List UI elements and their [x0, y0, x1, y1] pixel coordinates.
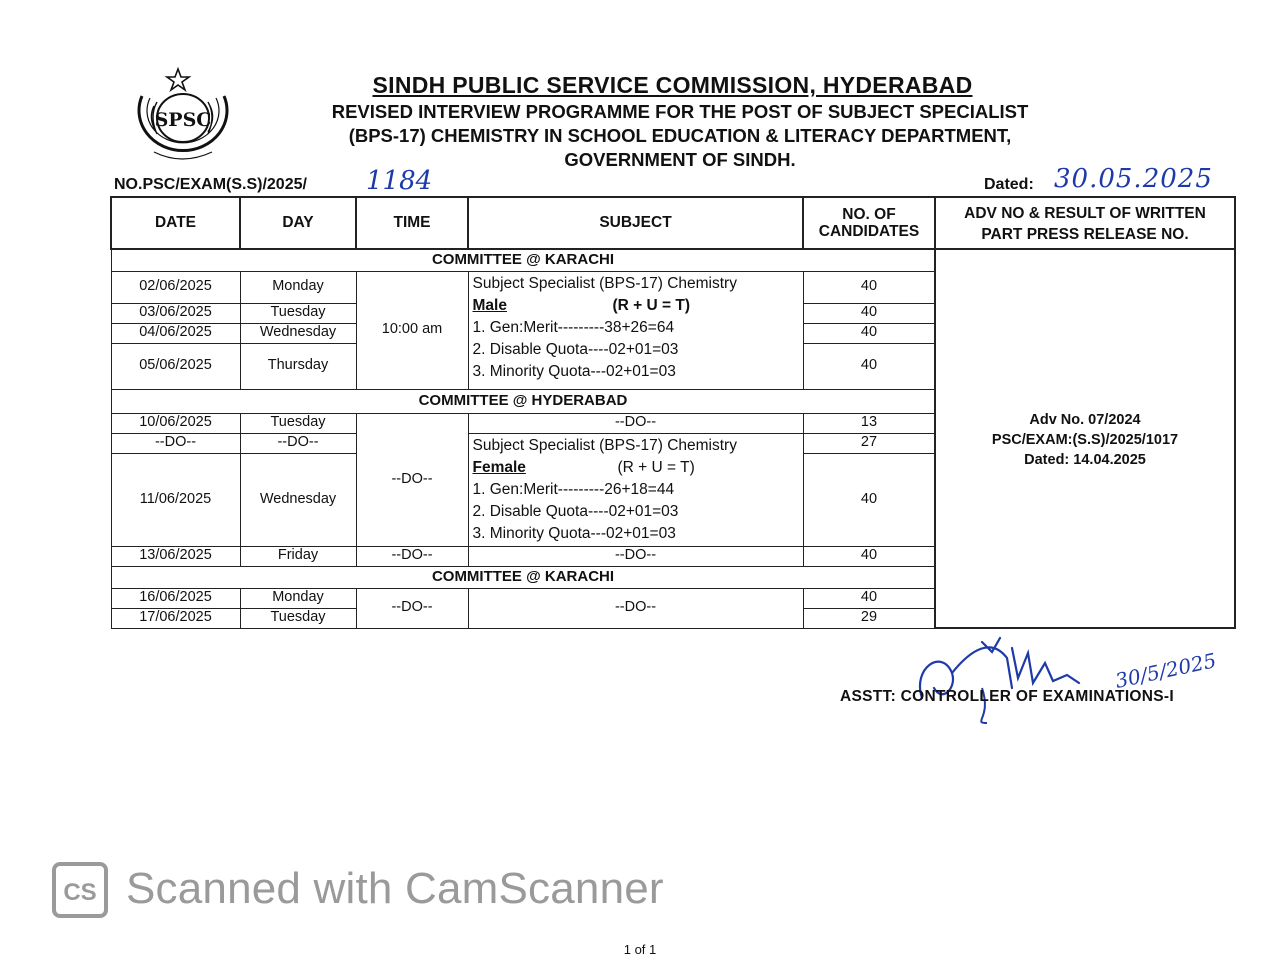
row-subject: --DO--: [468, 546, 803, 566]
org-title: SINDH PUBLIC SERVICE COMMISSION, HYDERABAD: [372, 72, 973, 98]
row-day: Friday: [240, 546, 356, 566]
adv-number: Adv No. 07/2024: [1029, 412, 1141, 428]
row-day: Monday: [240, 271, 356, 303]
reference-number-handwritten: 1184: [366, 166, 433, 196]
header-candidates-line2: CANDIDATES: [818, 223, 920, 240]
row-day: Wednesday: [240, 323, 356, 343]
quota-item: 3. Minority Quota---02+01=03: [472, 524, 676, 542]
camscanner-watermark-text: Scanned with CamScanner: [126, 864, 664, 913]
camscanner-logo-icon: [52, 862, 108, 918]
subject-title: Subject Specialist (BPS-17) Chemistry: [472, 274, 737, 292]
formula-label: (R + U = T): [617, 458, 695, 476]
table-row: [111, 546, 935, 566]
committee-karachi-band-2: COMMITTEE @ KARACHI: [111, 566, 935, 588]
table-row: [111, 271, 935, 303]
row-day: Tuesday: [240, 413, 356, 433]
table-row: [111, 433, 935, 453]
advertisement-details: [936, 410, 1234, 470]
handwritten-signature: [912, 628, 1242, 728]
subject-title: Subject Specialist (BPS-17) Chemistry: [472, 436, 737, 454]
header-candidates-line1: NO. OF: [842, 205, 896, 223]
row-candidates: 40: [803, 546, 935, 566]
row-time: --DO--: [356, 546, 468, 566]
header-date: DATE: [111, 197, 240, 249]
table-header-row: [111, 197, 935, 249]
interview-schedule-table: [110, 196, 1236, 629]
header-adv-line1: ADV NO & RESULT OF WRITTEN: [964, 205, 1206, 222]
row-candidates: 40: [803, 303, 935, 323]
signatory-title: ASSTT: CONTROLLER OF EXAMINATIONS-I: [840, 688, 1174, 705]
row-date: --DO--: [111, 433, 240, 453]
subject-male-block: [468, 271, 803, 389]
row-day: Wednesday: [240, 453, 356, 546]
row-candidates: 13: [803, 413, 935, 433]
committee-karachi-band: COMMITTEE @ KARACHI: [111, 249, 935, 271]
row-candidates: 40: [803, 323, 935, 343]
time-cell: 10:00 am: [356, 271, 468, 389]
page-indicator: 1 of 1: [623, 942, 657, 957]
quota-item: 1. Gen:Merit---------26+18=44: [472, 480, 675, 498]
time-cell: --DO--: [356, 413, 468, 546]
quota-item: 2. Disable Quota----02+01=03: [472, 502, 679, 520]
gender-label: Female: [472, 458, 526, 476]
row-day: Tuesday: [240, 303, 356, 323]
heading-line-2: (BPS-17) CHEMISTRY IN SCHOOL EDUCATION & LITERACY DEPARTMENT,: [348, 125, 1012, 146]
subject-cell: --DO--: [468, 588, 803, 628]
header-adv-line2: PART PRESS RELEASE NO.: [981, 226, 1189, 243]
row-day: Thursday: [240, 343, 356, 389]
row-day: Tuesday: [240, 608, 356, 628]
header-day: DAY: [240, 197, 356, 249]
row-candidates: 27: [803, 433, 935, 453]
row-date: 13/06/2025: [111, 546, 240, 566]
spsc-seal-logo: [124, 66, 242, 172]
quota-item: 1. Gen:Merit---------38+26=64: [472, 318, 675, 336]
svg-text:SPSC: SPSC: [154, 109, 212, 131]
row-date: 03/06/2025: [111, 303, 240, 323]
row-candidates: 40: [803, 453, 935, 546]
header-time: TIME: [356, 197, 468, 249]
reference-number-label: NO.PSC/EXAM(S.S)/2025/: [114, 176, 307, 193]
adv-date: Dated: 14.04.2025: [1024, 452, 1146, 468]
committee-hyderabad-band: COMMITTEE @ HYDERABAD: [111, 389, 935, 413]
row-date: 04/06/2025: [111, 323, 240, 343]
dated-handwritten: 30.05.2025: [1054, 164, 1213, 194]
quota-item: 3. Minority Quota---02+01=03: [472, 362, 676, 380]
row-date: 11/06/2025: [111, 453, 240, 546]
table-row: [111, 413, 935, 433]
table-row: [111, 588, 935, 608]
header-subject: SUBJECT: [468, 197, 803, 249]
row-day: --DO--: [240, 433, 356, 453]
row-date: 02/06/2025: [111, 271, 240, 303]
row-candidates: 40: [803, 271, 935, 303]
row-candidates: 29: [803, 608, 935, 628]
gender-label: Male: [472, 296, 507, 314]
quota-item: 2. Disable Quota----02+01=03: [472, 340, 679, 358]
row-subject: --DO--: [468, 413, 803, 433]
svg-text:CS: CS: [63, 879, 97, 906]
dated-label: Dated:: [984, 176, 1034, 193]
row-date: 10/06/2025: [111, 413, 240, 433]
time-cell: --DO--: [356, 588, 468, 628]
adv-press-release: PSC/EXAM:(S.S)/2025/1017: [991, 432, 1179, 448]
heading-line-3: GOVERNMENT OF SINDH.: [564, 149, 796, 170]
row-date: 16/06/2025: [111, 588, 240, 608]
subject-female-block: [468, 433, 803, 546]
heading-line-1: REVISED INTERVIEW PROGRAMME FOR THE POST OF SUBJECT SPECIALIST: [331, 101, 1029, 122]
row-day: Monday: [240, 588, 356, 608]
advertisement-column: [934, 196, 1236, 629]
row-date: 05/06/2025: [111, 343, 240, 389]
svg-text:30/5/2025: 30/5/2025: [1113, 648, 1219, 693]
formula-label: (R + U = T): [612, 296, 691, 314]
header-candidates: [803, 197, 935, 249]
row-date: 17/06/2025: [111, 608, 240, 628]
header-adv: [936, 198, 1234, 250]
row-candidates: 40: [803, 588, 935, 608]
row-candidates: 40: [803, 343, 935, 389]
